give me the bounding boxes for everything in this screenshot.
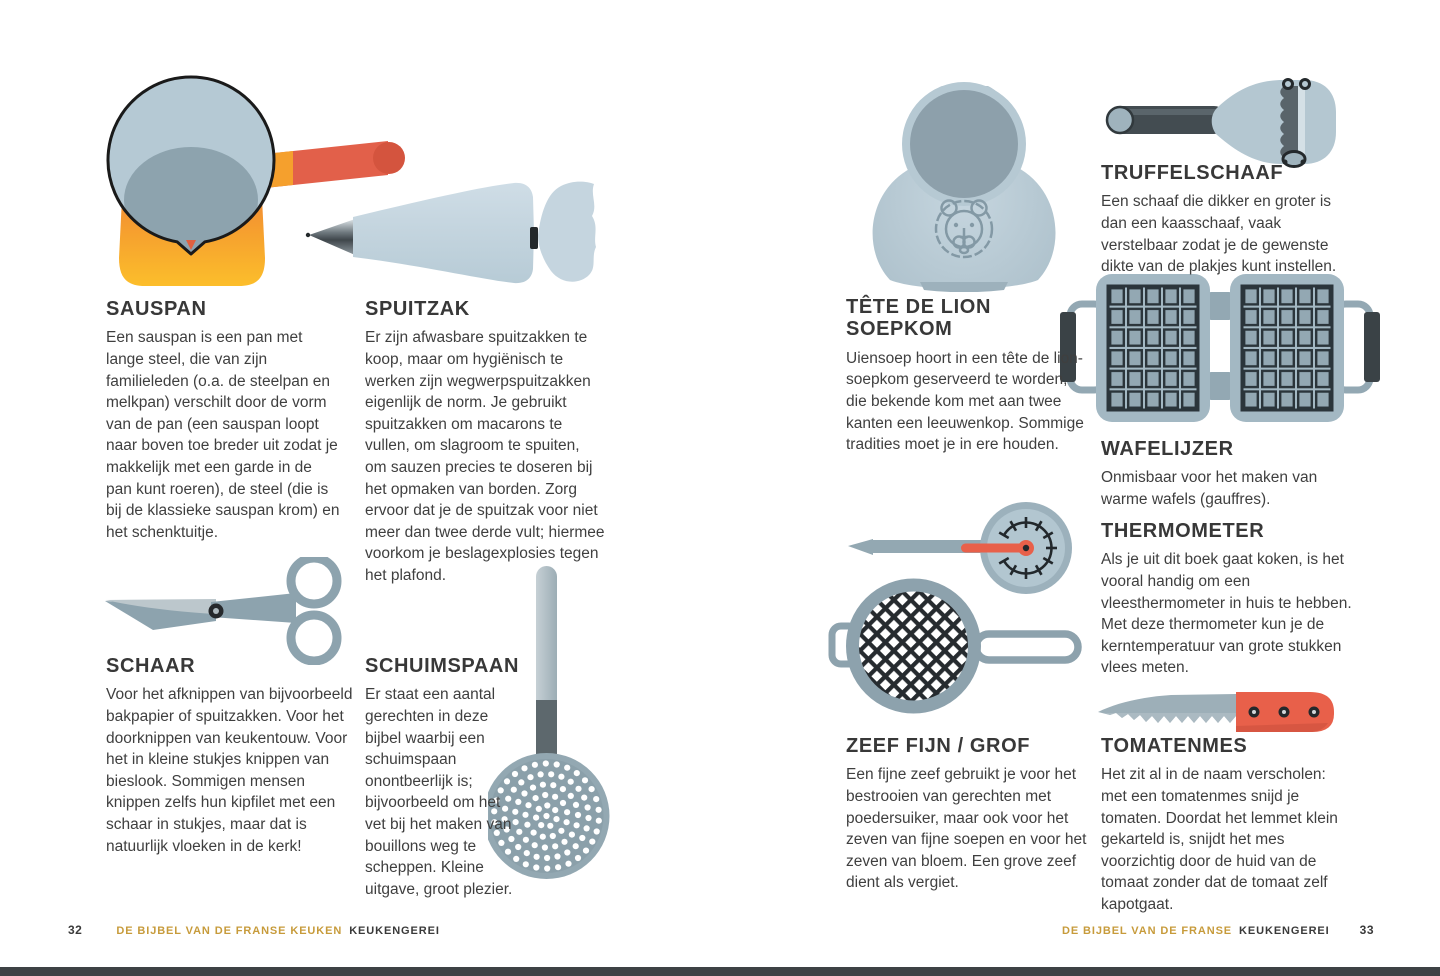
section-title: SAUSPAN — [106, 298, 207, 320]
page-number-right: 33 — [1359, 923, 1374, 937]
section-truffelschaaf — [1101, 162, 1343, 278]
section-body: Een schaaf die dikker en groter is dan een kaasschaaf, vaak verstelbaar zodat je de gewenste dikte van de plakjes kunt instellen. — [1101, 193, 1337, 276]
piping-bag-illustration — [299, 171, 621, 301]
section-title: SCHUIMSPAAN — [365, 655, 520, 677]
scissors-illustration — [103, 557, 345, 665]
section-thermometer — [1101, 520, 1353, 679]
truffle-slicer-illustration — [1098, 74, 1340, 170]
section-spuitzak — [365, 298, 605, 587]
section-title: SCHAAR — [106, 655, 196, 677]
section-title: WAFELIJZER — [1101, 438, 1234, 460]
page-number-left: 32 — [68, 923, 83, 937]
section-body: Er zijn afwasbare spuitzakken te koop, maar om hygiënisch te werken zijn wegwerpspuitzakken eigenlijk de norm. Je gebruikt spuitzakken om macarons te vullen, om slagroom te spuiten, om sauzen precies te doseren bij het opmaken van borden. Zorg ervoor dat je de spuitzak voor niet meer dan twee derde vult; hiermee voorkom je beslagexplosies tegen het plafond. — [365, 329, 605, 584]
section-body: Een fijne zeef gebruikt je voor het bestrooien van gerechten met poedersuiker, maar ook voor het zeven van fijne soepen en voor het zeven van bloem. Een grove zeef dient als vergiet. — [846, 766, 1087, 892]
book-title: DE BIJBEL VAN DE FRANSE — [1062, 925, 1233, 937]
section-title: TÊTE DE LION SOEPKOM — [846, 296, 991, 341]
chapter-title: KEUKENGEREI — [1239, 925, 1330, 937]
section-body: Voor het afknippen van bijvoorbeeld bakpapier of spuitzakken. Voor het doorknippen van keukentouw. Voor het in kleine stukjes knippen van bieslook. Sommigen mensen knippen zelfs hun kipfilet met een schaar in stukjes, maar dat is natuurlijk vloeken in de kerk! — [106, 686, 353, 855]
section-title: TOMATENMES — [1101, 735, 1248, 757]
page-bottom-edge — [0, 967, 1440, 976]
waffle-iron-illustration — [1058, 268, 1382, 428]
section-title: TRUFFELSCHAAF — [1101, 162, 1284, 184]
section-schaar — [106, 655, 358, 857]
book-title: DE BIJBEL VAN DE FRANSE KEUKEN — [116, 925, 343, 937]
section-title: THERMOMETER — [1101, 520, 1265, 542]
chapter-title: KEUKENGEREI — [349, 925, 440, 937]
section-sauspan — [106, 298, 342, 543]
section-body: Een sauspan is een pan met lange steel, die van zijn familieleden (o.a. de steelpan en melkpan) verschilt door de vorm van de pan (een sauspan loopt naar boven toe breder uit zodat je makkelijk met een garde in de pan kunt roeren), de steel (die is bij de klassieke sauspan krom) en het schenktuitje. — [106, 329, 340, 541]
sieve-illustration — [826, 546, 1090, 726]
section-zeef — [846, 735, 1088, 894]
lion-head-bowl-illustration — [858, 64, 1070, 292]
section-body: Er staat een aantal gerechten in deze bijbel waarbij een schuimspaan onontbeerlijk is; bijvoorbeeld om het vet bij het maken van bouillons weg te scheppen. Kleine uitgave, groot plezier. — [365, 686, 513, 898]
section-body: Als je uit dit boek gaat koken, is het vooral handig om een vleesthermometer in huis te hebben. Met deze thermometer kun je de kerntemperatuur van grote stukken vlees meten. — [1101, 551, 1352, 677]
section-schuimspaan — [365, 655, 520, 900]
tomato-knife-illustration — [1096, 686, 1340, 742]
section-body: Onmisbaar voor het maken van warme wafels (gauffres). — [1101, 469, 1318, 508]
section-tete-de-lion — [846, 296, 1084, 456]
section-body: Het zit al in de naam verscholen: met een tomatenmes snijd je tomaten. Doordat het lemmet klein gekarteld is, snijdt het mes voorzichtig door de huid van de tomaat zonder dat de tomaat zelf kapotgaat. — [1101, 766, 1338, 913]
footer-right — [1062, 923, 1374, 937]
section-tomatenmes — [1101, 735, 1353, 916]
section-title: SPUITZAK — [365, 298, 470, 320]
section-title: ZEEF FIJN / GROF — [846, 735, 1031, 757]
section-body: Uiensoep hoort in een tête de lion-soepkom geserveerd te worden, die bekende kom met aan twee kanten een leeuwenkop. Sommige tradities moet je in ere houden. — [846, 349, 1084, 454]
footer-left — [68, 923, 440, 937]
section-wafelijzer — [1101, 438, 1353, 511]
